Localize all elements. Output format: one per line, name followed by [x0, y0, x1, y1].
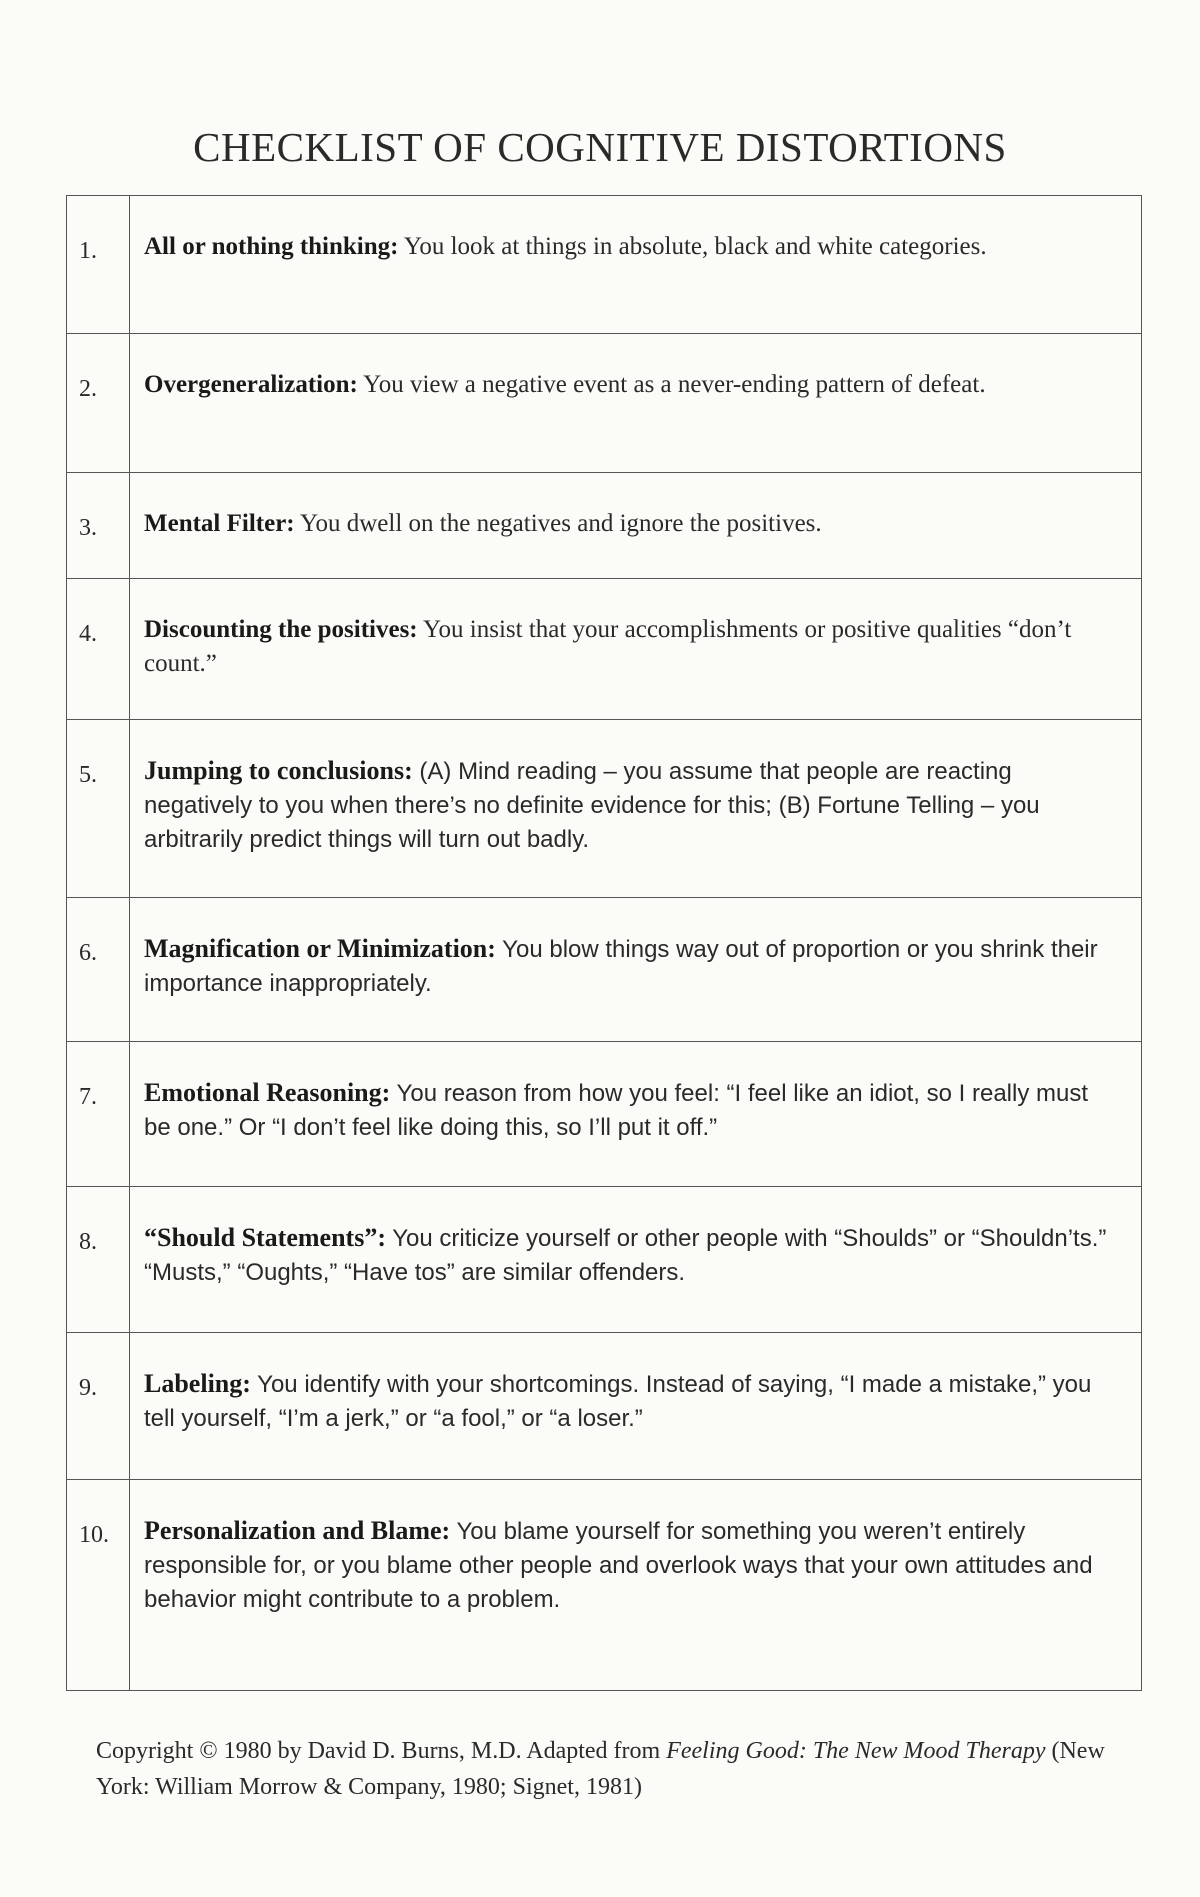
item-description: You identify with your shortcomings. Instead of saying, “I made a mistake,” you tell yourself, “I’m a jerk,” or “a fool,” or “a loser.”	[144, 1371, 1092, 1432]
item-text	[130, 196, 1141, 333]
item-text	[130, 898, 1141, 1041]
item-description: You criticize yourself or other people with “Shoulds” or “Shouldn’ts.” “Musts,” “Oughts,” “Have tos” are similar offenders.	[144, 1225, 1107, 1286]
item-description: You reason from how you feel: “I feel like an idiot, so I really must be one.” Or “I don’t feel like doing this, so I’ll put it off.”	[144, 1080, 1088, 1141]
table-row	[67, 1480, 1141, 1690]
item-number: 7.	[67, 1042, 130, 1186]
item-term: Labeling:	[144, 1369, 251, 1398]
item-term: Mental Filter:	[144, 510, 295, 537]
table-row	[67, 898, 1141, 1042]
table-row	[67, 334, 1141, 473]
item-text	[130, 1333, 1141, 1479]
copyright-suffix: (New York: William Morrow & Company, 1980; Signet, 1981)	[96, 1738, 1105, 1800]
copyright-prefix: Copyright © 1980 by David D. Burns, M.D. Adapted from	[96, 1738, 661, 1764]
item-number: 6.	[67, 898, 130, 1041]
table-row	[67, 1187, 1141, 1333]
item-text	[130, 1042, 1141, 1186]
item-description: You blame yourself for something you weren’t entirely responsible for, or you blame other people and overlook ways that your own attitudes and behavior might contribute to a problem.	[144, 1518, 1093, 1613]
table-row	[67, 473, 1141, 579]
table-row	[67, 579, 1141, 720]
item-text	[130, 1480, 1141, 1690]
item-term: “Should Statements”:	[144, 1223, 386, 1252]
item-description: You blow things way out of proportion or you shrink their importance inappropriately.	[144, 936, 1098, 997]
item-text	[130, 473, 1141, 578]
item-text	[130, 1187, 1141, 1332]
item-text	[130, 334, 1141, 472]
distortions-table	[66, 195, 1142, 1691]
item-term: Overgeneralization:	[144, 371, 358, 398]
table-row	[67, 196, 1141, 334]
item-number: 8.	[67, 1187, 130, 1332]
page-title: CHECKLIST OF COGNITIVE DISTORTIONS	[193, 124, 1007, 171]
copyright-notice	[96, 1733, 1116, 1805]
item-term: All or nothing thinking:	[144, 233, 399, 260]
table-row	[67, 1042, 1141, 1187]
item-term: Magnification or Minimization:	[144, 934, 496, 963]
item-number: 3.	[67, 473, 130, 578]
item-term: Discounting the positives:	[144, 616, 418, 643]
item-term: Jumping to conclusions:	[144, 756, 413, 785]
item-number: 9.	[67, 1333, 130, 1479]
item-number: 5.	[67, 720, 130, 897]
item-description: (A) Mind reading – you assume that people are reacting negatively to you when there’s no definite evidence for this; (B) Fortune Telling – you arbitrarily predict things will turn out badly.	[144, 758, 1040, 853]
item-number: 10.	[67, 1480, 130, 1690]
item-number: 1.	[67, 196, 130, 333]
book-title: Feeling Good: The New Mood Therapy	[666, 1738, 1046, 1764]
item-text	[130, 720, 1141, 897]
item-description: You insist that your accomplishments or positive qualities “don’t count.”	[144, 616, 1072, 677]
table-row	[67, 720, 1141, 898]
item-description: You look at things in absolute, black and white categories.	[403, 233, 987, 260]
item-text	[130, 579, 1141, 719]
item-term: Emotional Reasoning:	[144, 1078, 391, 1107]
item-description: You dwell on the negatives and ignore the positives.	[299, 510, 822, 537]
item-description: You view a negative event as a never-ending pattern of defeat.	[363, 371, 986, 398]
item-number: 2.	[67, 334, 130, 472]
item-term: Personalization and Blame:	[144, 1516, 451, 1545]
item-number: 4.	[67, 579, 130, 719]
table-row	[67, 1333, 1141, 1480]
